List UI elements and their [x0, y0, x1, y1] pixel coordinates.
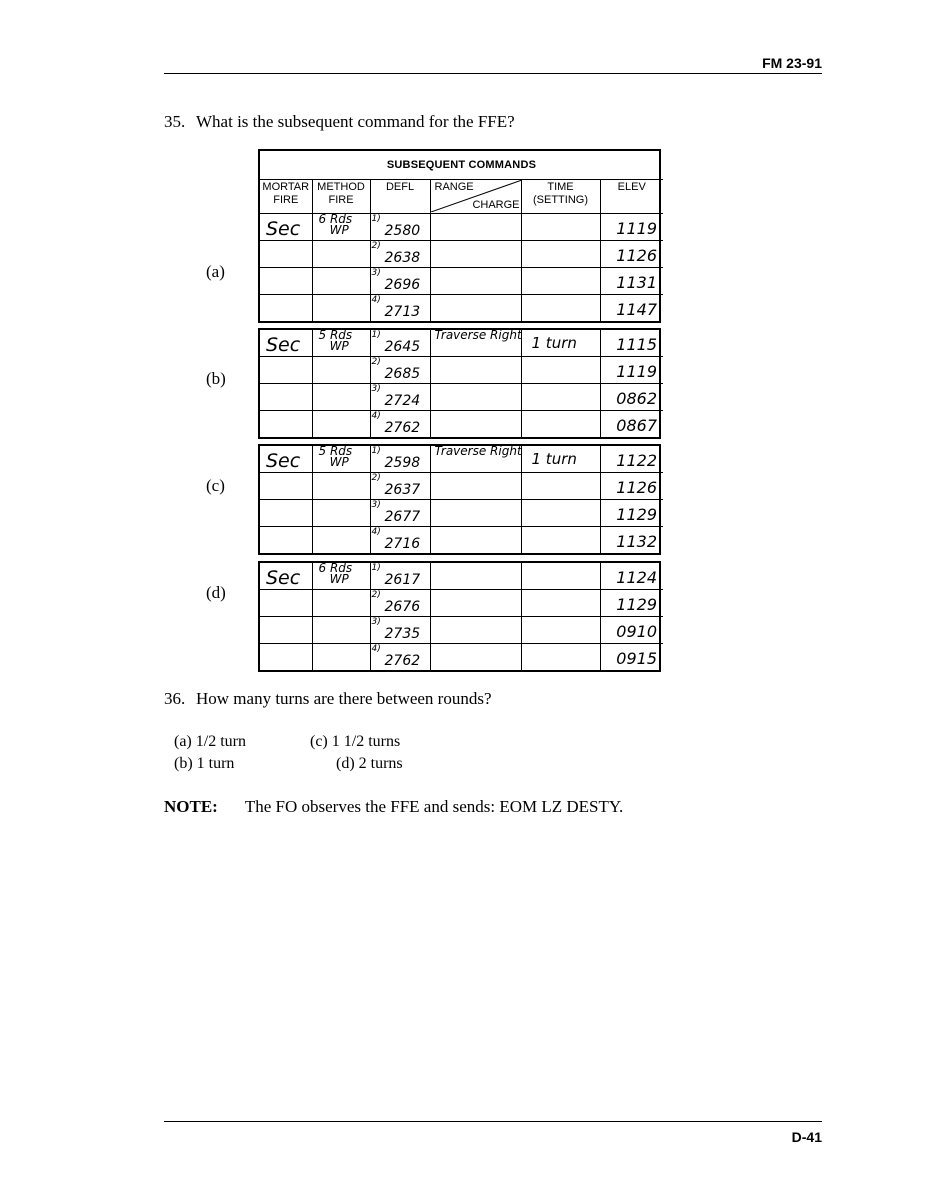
- question-text: What is the subsequent command for the FFE?: [196, 112, 515, 131]
- table-row: Sec 5 Rds WP 1) 2598 Traverse Right 1 turn 1122: [260, 446, 663, 473]
- mortar-fire-value: Sec: [266, 218, 301, 240]
- defl-value: 2735: [384, 626, 421, 642]
- elev-value: 1132: [616, 532, 657, 551]
- mortar-fire-value: Sec: [266, 567, 301, 589]
- footer-rule: [164, 1121, 822, 1122]
- defl-value: 2762: [384, 420, 421, 436]
- range-value: Traverse Right: [434, 444, 522, 458]
- table-option-a: [258, 149, 661, 323]
- defl-value: 2762: [384, 653, 421, 669]
- option-label-c: (c): [206, 476, 225, 495]
- question-number: 36.: [164, 689, 186, 708]
- elev-value: 1147: [616, 300, 657, 319]
- note-text: The FO observes the FFE and sends: EOM LZ DESTY.: [244, 797, 624, 816]
- col-mortar-fire: MORTAR FIRE: [260, 180, 312, 214]
- answer-d: (d) 2 turns: [336, 755, 403, 772]
- table-option-b: [258, 328, 661, 439]
- elev-value: 1115: [616, 335, 657, 354]
- table-row: 2) 2685 1119: [260, 357, 663, 384]
- option-label-b: (b): [206, 369, 226, 388]
- elev-value: 1126: [616, 478, 657, 497]
- defl-value: 2724: [384, 393, 421, 409]
- elev-value: 1124: [616, 568, 657, 587]
- elev-value: 0910: [616, 622, 657, 641]
- elev-value: 1131: [616, 273, 657, 292]
- note-label: NOTE:: [164, 797, 218, 816]
- elev-value: 1129: [616, 505, 657, 524]
- page-number: D-41: [791, 1129, 822, 1145]
- method-fire-value: 5 Rds WP: [318, 328, 353, 353]
- table-row: Sec 5 Rds WP 1) 2645 Traverse Right 1 turn 1115: [260, 330, 663, 357]
- running-header: FM 23-91: [762, 55, 822, 71]
- col-method-fire: METHOD FIRE: [312, 180, 370, 214]
- question-text: How many turns are there between rounds?: [196, 689, 492, 708]
- elev-value: 0915: [616, 649, 657, 668]
- time-value: 1 turn: [531, 334, 577, 352]
- question-36: [164, 689, 492, 709]
- defl-value: 2637: [384, 482, 421, 498]
- defl-value: 2638: [384, 250, 421, 266]
- table-row: 4) 2762 0867: [260, 411, 663, 438]
- defl-value: 2645: [384, 339, 421, 355]
- method-fire-value: 6 Rds WP: [318, 561, 353, 586]
- defl-value: 2696: [384, 277, 421, 293]
- defl-value: 2685: [384, 366, 421, 382]
- table-row: 3) 2677 1129: [260, 500, 663, 527]
- defl-value: 2676: [384, 599, 421, 615]
- option-label-d: (d): [206, 583, 226, 602]
- defl-value: 2716: [384, 536, 421, 552]
- defl-value: 2713: [384, 304, 421, 320]
- table-row: 4) 2716 1132: [260, 527, 663, 554]
- mortar-fire-value: Sec: [266, 334, 301, 356]
- table-title: SUBSEQUENT COMMANDS: [260, 151, 663, 180]
- col-elev: ELEV: [600, 180, 663, 214]
- elev-value: 1119: [616, 362, 657, 381]
- elev-value: 1119: [616, 219, 657, 238]
- table-row: Sec 6 Rds WP 1) 2580 1119: [260, 214, 663, 241]
- col-defl: DEFL: [370, 180, 430, 214]
- table-row: 2) 2637 1126: [260, 473, 663, 500]
- defl-value: 2617: [384, 572, 421, 588]
- elev-value: 1126: [616, 246, 657, 265]
- table-row: 2) 2676 1129: [260, 590, 663, 617]
- table-row: 4) 2713 1147: [260, 295, 663, 322]
- option-label-a: (a): [206, 262, 225, 281]
- answer-a: (a) 1/2 turn: [174, 733, 246, 750]
- question-35: [164, 112, 515, 132]
- table-row: Sec 6 Rds WP 1) 2617 1124: [260, 563, 663, 590]
- mortar-fire-value: Sec: [266, 450, 301, 472]
- table-row: 3) 2696 1131: [260, 268, 663, 295]
- elev-value: 1122: [616, 451, 657, 470]
- defl-value: 2598: [384, 455, 421, 471]
- table-row: 3) 2724 0862: [260, 384, 663, 411]
- table-row: 3) 2735 0910: [260, 617, 663, 644]
- defl-value: 2677: [384, 509, 421, 525]
- elev-value: 0862: [616, 389, 657, 408]
- time-value: 1 turn: [531, 450, 577, 468]
- table-option-d: [258, 561, 661, 672]
- table-option-c: [258, 444, 661, 555]
- elev-value: 0867: [616, 416, 657, 435]
- range-value: Traverse Right: [434, 328, 522, 342]
- defl-value: 2580: [384, 223, 421, 239]
- table-row: 4) 2762 0915: [260, 644, 663, 671]
- table-row: 2) 2638 1126: [260, 241, 663, 268]
- col-time-setting: TIME (SETTING): [521, 180, 600, 214]
- header-rule: [164, 73, 822, 74]
- answer-c: (c) 1 1/2 turns: [310, 733, 401, 750]
- question-number: 35.: [164, 112, 186, 131]
- method-fire-value: 5 Rds WP: [318, 444, 353, 469]
- answer-b: (b) 1 turn: [174, 755, 235, 772]
- method-fire-value: 6 Rds WP: [318, 212, 353, 237]
- col-range-charge: RANGE CHARGE: [430, 180, 521, 214]
- elev-value: 1129: [616, 595, 657, 614]
- note: [164, 797, 623, 817]
